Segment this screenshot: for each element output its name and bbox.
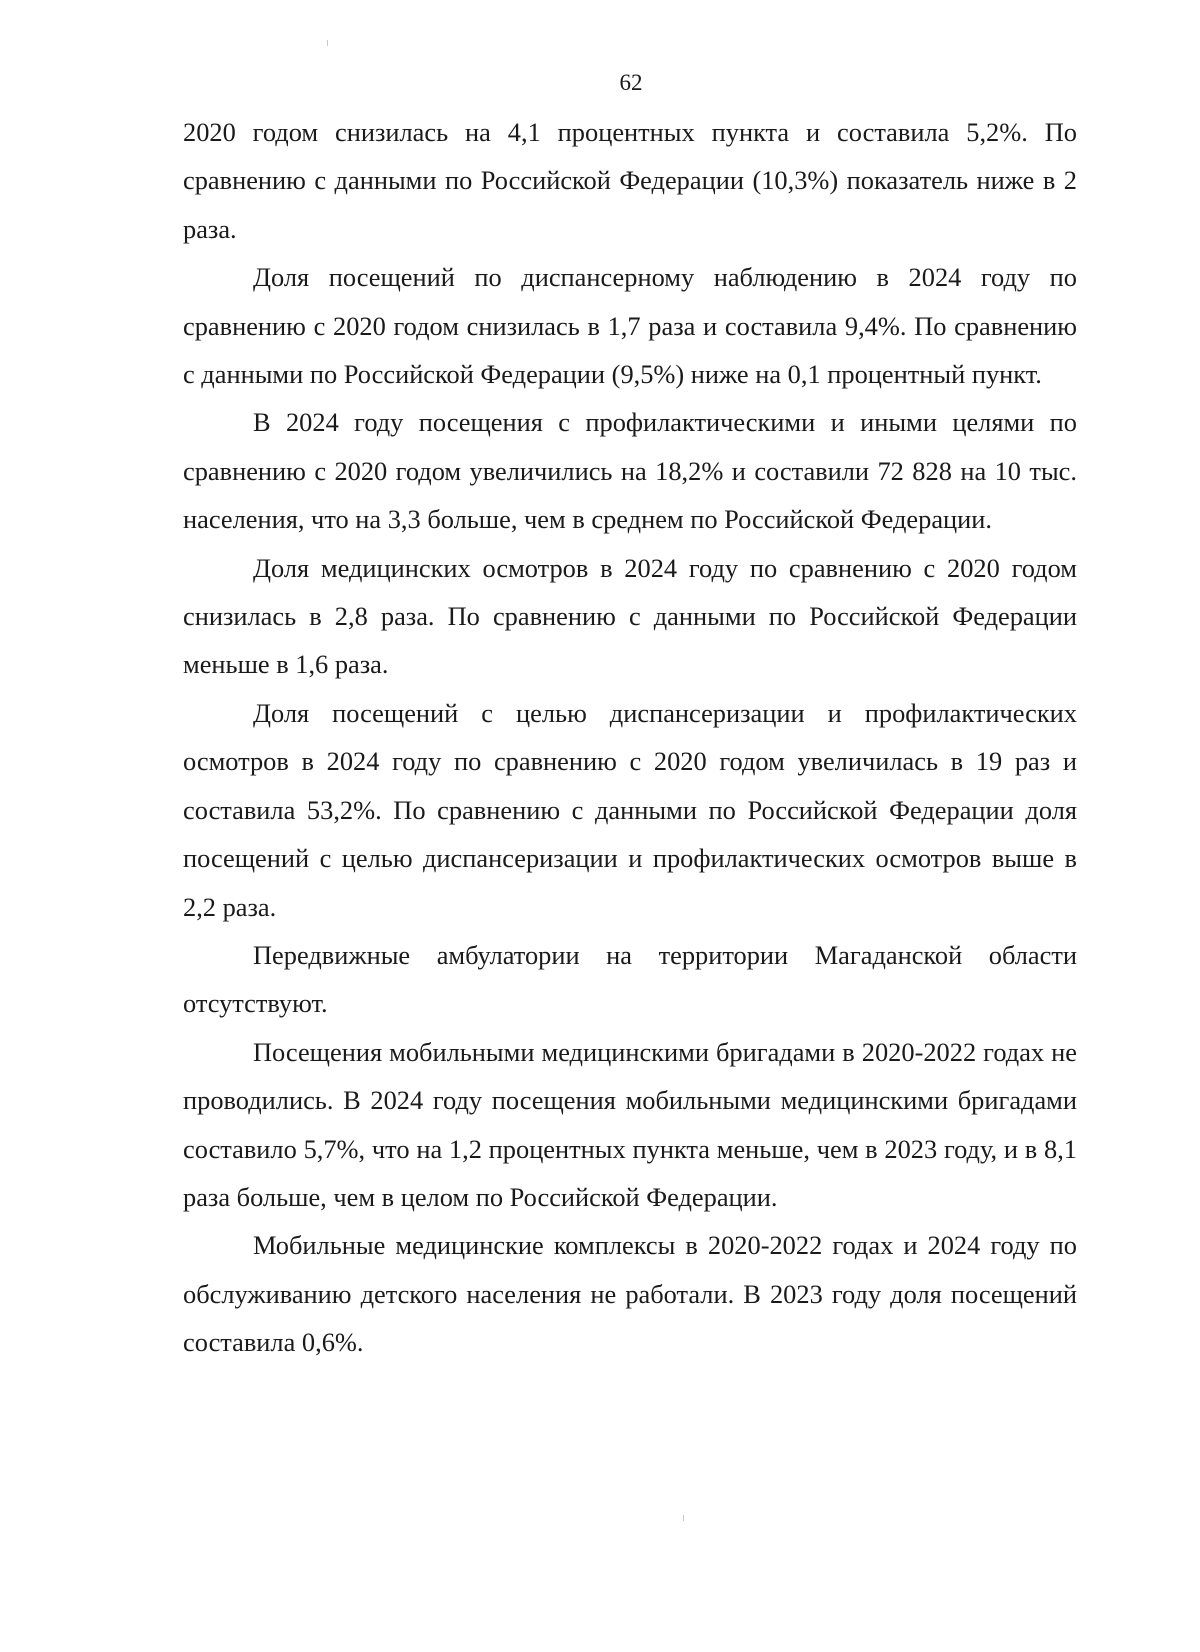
paragraph-dispensarization: Доля посещений с целью диспансеризации и профилактических осмотров в 2024 году по сравнению с 2020 годом увеличилась в 19 раз и составила 53,2%. По сравнению с данными по Российской Федерации доля посещений с целью диспансеризации и профилактических осмотров выше в 2,2 раза. — [183, 697, 1077, 922]
paragraph-mobile-clinics: Передвижные амбулатории на территории Магаданской области отсутствуют. — [183, 939, 1077, 1019]
paragraph-mobile-complexes: Мобильные медицинские комплексы в 2020-2022 годах и 2024 году по обслуживанию детского населения не работали. В 2023 году доля посещений составила 0,6%. — [183, 1230, 1077, 1358]
paragraph-dispensary-observation: Доля посещений по диспансерному наблюдению в 2024 году по сравнению с 2020 годом снизилась в 1,7 раза и составила 9,4%. По сравнению с данными по Российской Федерации (9,5%) ниже на 0,1 процентный пункт. — [183, 262, 1077, 390]
paragraph-medical-checkups: Доля медицинских осмотров в 2024 году по сравнению с 2020 годом снизилась в 2,8 раза. По сравнению с данными по Российской Федерации меньше в 1,6 раза. — [183, 552, 1077, 680]
paragraph-mobile-teams: Посещения мобильными медицинскими бригадами в 2020-2022 годах не проводились. В 2024 году посещения мобильными медицинскими бригадами составило 5,7%, что на 1,2 процентных пункта меньше, чем в 2023 году, и в 8,1 раза больше, чем в целом по Российской Федерации. — [183, 1036, 1077, 1212]
scan-speck — [683, 1515, 684, 1521]
page-number: 62 — [619, 70, 643, 95]
scan-speck — [327, 40, 328, 46]
document-body — [183, 108, 1077, 1367]
paragraph-continued: 2020 годом снизилась на 4,1 процентных пункта и составила 5,2%. По сравнению с данными по Российской Федерации (10,3%) показатель ниже в 2 раза. — [183, 117, 1077, 244]
paragraph-preventive-visits: В 2024 году посещения с профилактическими и иными целями по сравнению с 2020 годом увеличились на 18,2% и составили 72 828 на 10 тыс. населения, что на 3,3 больше, чем в среднем по Российской Федерации. — [183, 407, 1077, 535]
